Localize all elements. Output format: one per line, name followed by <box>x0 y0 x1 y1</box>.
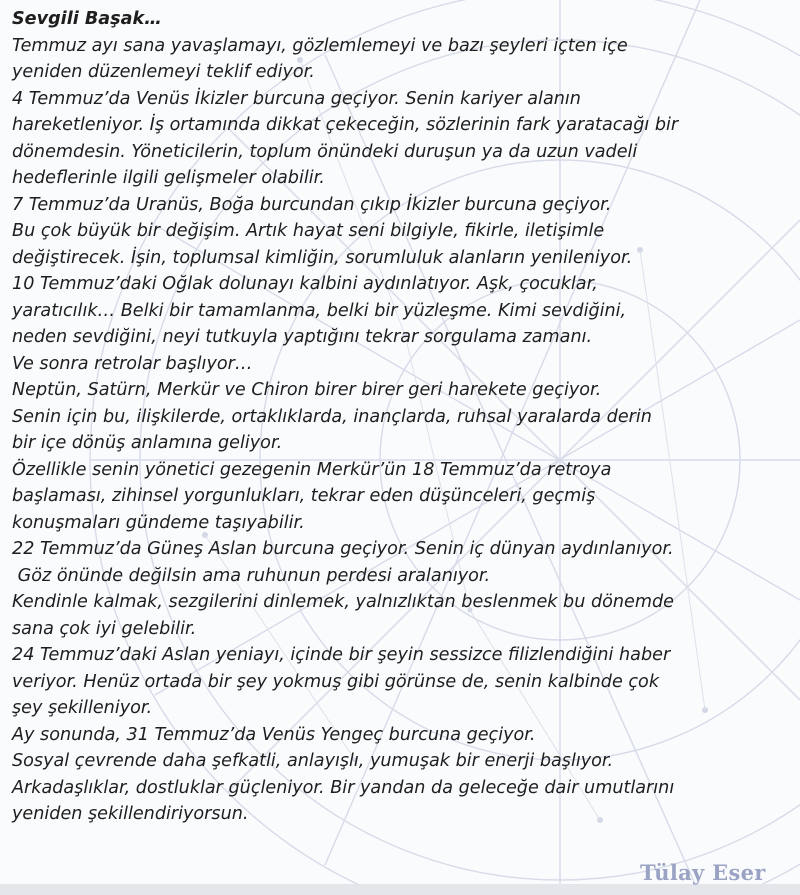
letter-line: Kendinle kalmak, sezgilerini dinlemek, yalnızlıktan beslenmek bu dönemde <box>12 592 675 612</box>
letter-line: yaratıcılık… Belki bir tamamlanma, belki bir yüzleşme. Kimi sevdiğini, <box>12 300 627 321</box>
letter-line: değiştirecek. İşin, toplumsal kimliğin, sorumluluk alanların yenileniyor. <box>12 247 633 268</box>
letter-line: Temmuz ayı sana yavaşlamayı, gözlemlemeyi ve bazı şeyleri içten içe <box>12 35 628 56</box>
letter-line: Neptün, Satürn, Merkür ve Chiron birer birer geri harekete geçiyor. <box>12 380 602 400</box>
letter-line: Sosyal çevrende daha şefkatli, anlayışlı, yumuşak bir enerji başlıyor. <box>12 751 614 771</box>
letter-line: şey şekilleniyor. <box>12 698 153 718</box>
letter-line: Özellikle senin yönetici gezegenin Merkür’ün 18 Temmuz’da retroya <box>12 459 612 480</box>
horoscope-letter <box>12 6 796 828</box>
letter-line: 4 Temmuz’da Venüs İkizler burcuna geçiyor. Senin kariyer alanın <box>12 88 581 109</box>
letter-line: sana çok iyi gelebilir. <box>12 618 197 639</box>
letter-line: Göz önünde değilsin ama ruhunun perdesi aralanıyor. <box>12 565 491 586</box>
letter-line: bir içe dönüş anlamına geliyor. <box>12 433 283 453</box>
letter-line: yeniden düzenlemeyi teklif ediyor. <box>12 62 315 82</box>
letter-line: hedeflerinle ilgili gelişmeler olabilir. <box>12 168 325 188</box>
letter-line: 22 Temmuz’da Güneş Aslan burcuna geçiyor. Senin iç dünyan aydınlanıyor. <box>12 539 674 559</box>
letter-line: Ay sonunda, 31 Temmuz’da Venüs Yengeç burcuna geçiyor. <box>12 724 536 745</box>
letter-line: veriyor. Henüz ortada bir şey yokmuş gibi görünse de, senin kalbinde çok <box>12 671 660 692</box>
letter-line: neden sevdiğini, neyi tutkuyla yaptığını tekrar sorgulama zamanı. <box>12 327 593 347</box>
letter-line: Bu çok büyük bir değişim. Artık hayat seni bilgiyle, fikirle, iletişimle <box>12 221 605 241</box>
letter-line: konuşmaları gündeme taşıyabilir. <box>12 512 305 533</box>
letter-line: hareketleniyor. İş ortamında dikkat çekeceğin, sözlerinin fark yaratacağı bir <box>12 115 679 135</box>
letter-line: 7 Temmuz’da Uranüs, Boğa burcundan çıkıp İkizler burcuna geçiyor. <box>12 194 612 215</box>
letter-greeting: Sevgili Başak… <box>12 9 162 29</box>
author-signature: Tülay Eser <box>640 860 766 885</box>
letter-line: 10 Temmuz’daki Oğlak dolunayı kalbini aydınlatıyor. Aşk, çocuklar, <box>12 274 598 294</box>
letter-line: dönemdesin. Yöneticilerin, toplum önündeki duruşun ya da uzun vadeli <box>12 141 638 162</box>
bottom-strip <box>0 884 800 895</box>
letter-line: Arkadaşlıklar, dostluklar güçleniyor. Bir yandan da geleceğe dair umutlarını <box>12 777 675 798</box>
letter-line: başlaması, zihinsel yorgunlukları, tekrar eden düşünceleri, geçmiş <box>12 486 596 506</box>
letter-line: Ve sonra retrolar başlıyor… <box>12 353 253 374</box>
letter-line: Senin için bu, ilişkilerde, ortaklıklarda, inançlarda, ruhsal yaralarda derin <box>12 406 652 427</box>
letter-line: 24 Temmuz’daki Aslan yeniayı, içinde bir şeyin sessizce filizlendiğini haber <box>12 645 671 665</box>
letter-line: yeniden şekillendiriyorsun. <box>12 804 249 824</box>
